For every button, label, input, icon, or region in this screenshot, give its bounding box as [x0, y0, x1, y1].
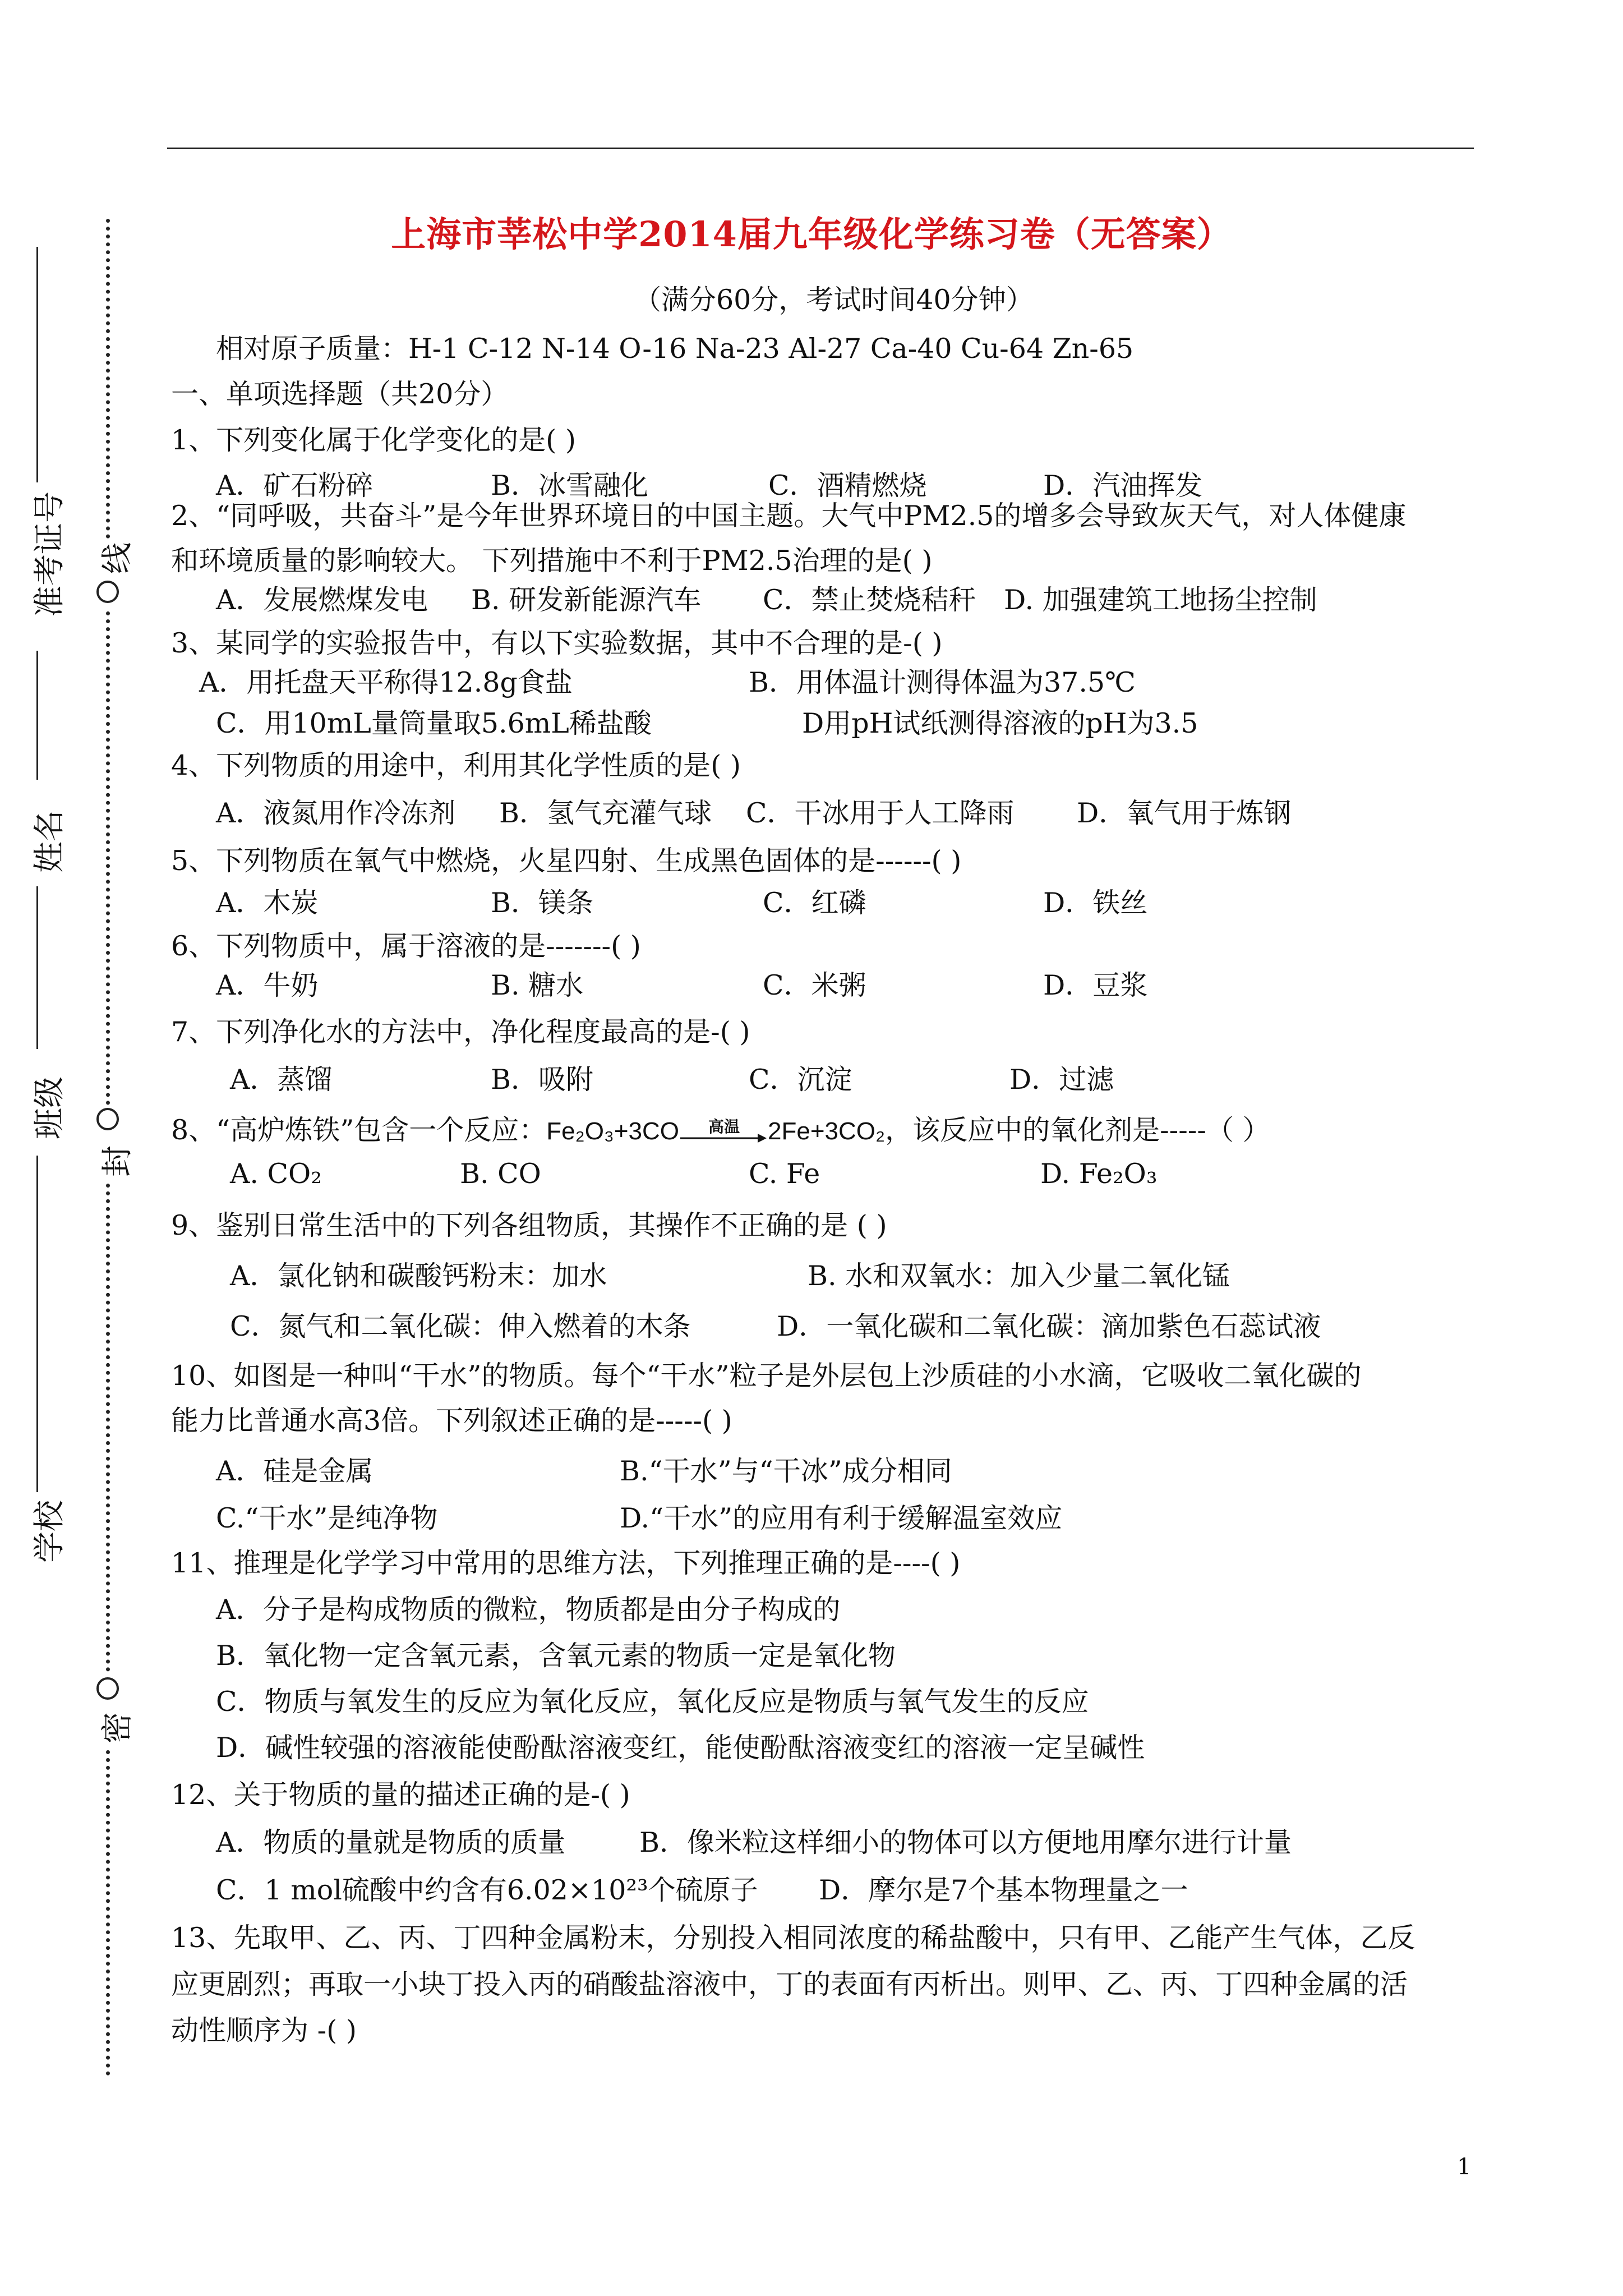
question-stem: 7、下列净化水的方法中，净化程度最高的是-( ) — [171, 1016, 750, 1048]
option-b: B．吸附 — [491, 1064, 594, 1096]
option-a: A．发展燃煤发电 — [216, 584, 428, 616]
rule-name — [36, 651, 38, 780]
option-a: A. CO₂ — [230, 1158, 322, 1190]
option-d: D.“干水”的应用有利于缓解温室效应 — [620, 1502, 1063, 1534]
dotted-line-bottom — [106, 1750, 110, 2076]
binding-circle-1 — [96, 581, 119, 603]
section-heading: 一、单项选择题（共20分） — [171, 378, 509, 410]
subtitle: （满分60分，考试时间40分钟） — [634, 284, 1034, 316]
option-a: A．蒸馏 — [230, 1064, 333, 1096]
label-line: 线 — [99, 542, 136, 574]
option-d: D．过滤 — [1009, 1064, 1114, 1096]
option-b: B．氢气充灌气球 — [499, 797, 712, 829]
option-a: A．物质的量就是物质的质量 — [216, 1826, 566, 1858]
option-b: B．用体温计测得体温为37.5℃ — [749, 666, 1136, 698]
question-stem: 4、下列物质的用途中，利用其化学性质的是( ) — [171, 749, 741, 781]
rule-school — [36, 1156, 38, 1492]
question-stem: 5、下列物质在氧气中燃烧，火星四射、生成黑色固体的是------( ) — [171, 845, 962, 877]
option-a: A．氯化钠和碳酸钙粉末：加水 — [230, 1260, 607, 1292]
option-c: C．沉淀 — [749, 1064, 852, 1096]
option-a: A．用托盘天平称得12.8g食盐 — [199, 666, 573, 698]
atomic-masses: 相对原子质量：H-1 C-12 N-14 O-16 Na-23 Al-27 Ca-40 Cu-64 Zn-65 — [216, 333, 1134, 365]
option-c: C．氮气和二氧化碳：伸入燃着的木条 — [230, 1310, 691, 1342]
option-c: C．红磷 — [763, 887, 866, 919]
dotted-line-mid1 — [106, 611, 110, 1105]
option-c: C．酒精燃烧 — [768, 470, 927, 501]
option-d: D．铁丝 — [1043, 887, 1148, 919]
option-b: B. 研发新能源汽车 — [471, 584, 702, 616]
question-stem: 2、“同呼吸，共奋斗”是今年世界环境日的中国主题。大气中PM2.5的增多会导致灰天气，对人体健康 — [171, 500, 1407, 532]
option-d: D. Fe₂O₃ — [1040, 1158, 1158, 1190]
question-stem: 3、某同学的实验报告中，有以下实验数据，其中不合理的是-( ) — [171, 627, 943, 659]
page-title: 上海市莘松中学2014届九年级化学练习卷（无答案） — [391, 214, 1232, 255]
option-d: D．碱性较强的溶液能使酚酞溶液变红，能使酚酞溶液变红的溶液一定呈碱性 — [216, 1732, 1145, 1764]
option-a: A．分子是构成物质的微粒，物质都是由分子构成的 — [216, 1594, 841, 1626]
label-secret: 密 — [99, 1712, 136, 1743]
binding-circle-3 — [96, 1677, 119, 1700]
option-a: A．木炭 — [216, 887, 319, 919]
label-seal: 封 — [99, 1145, 136, 1177]
reaction-arrow — [679, 1117, 768, 1144]
top-rule — [167, 148, 1474, 149]
option-b: B．氧化物一定含氧元素，含氧元素的物质一定是氧化物 — [216, 1640, 896, 1672]
reaction-condition: 高温 — [708, 1117, 740, 1136]
question-stem — [171, 1114, 1270, 1148]
option-d: D用pH试纸测得溶液的pH为3.5 — [802, 707, 1198, 739]
option-b: B. 糖水 — [491, 969, 584, 1001]
dotted-line-top — [106, 219, 110, 539]
option-d: D. 加强建筑工地扬尘控制 — [1004, 584, 1317, 616]
option-d: D．一氧化碳和二氧化碳：滴加紫色石蕊试液 — [777, 1310, 1321, 1342]
option-c: C. Fe — [749, 1158, 820, 1190]
question-stem: 9、鉴别日常生活中的下列各组物质，其操作不正确的是 ( ) — [171, 1209, 887, 1241]
option-d: D．汽油挥发 — [1043, 470, 1203, 501]
question-stem-pre: 8、“高炉炼铁”包含一个反应： — [171, 1114, 547, 1146]
option-b: B．像米粒这样细小的物体可以方便地用摩尔进行计量 — [639, 1826, 1292, 1858]
equation-rhs: 2Fe+3CO₂ — [768, 1117, 886, 1145]
question-stem: 13、先取甲、乙、丙、丁四种金属粉末，分别投入相同浓度的稀盐酸中，只有甲、乙能产生气体，乙反 — [171, 1922, 1415, 1954]
option-b: B．镁条 — [491, 887, 594, 919]
option-c: C．禁止焚烧秸秆 — [763, 584, 976, 616]
question-stem-cont: 和环境质量的影响较大。 下列措施中不利于PM2.5治理的是( ) — [171, 545, 933, 577]
question-stem: 6、下列物质中，属于溶液的是-------( ) — [171, 930, 641, 962]
option-c: C.“干水”是纯净物 — [216, 1502, 438, 1534]
option-a: A．牛奶 — [216, 969, 319, 1001]
option-c: C．物质与氧发生的反应为氧化反应，氧化反应是物质与氧气发生的反应 — [216, 1686, 1089, 1718]
label-exam-id: 准考证号 — [31, 491, 68, 617]
option-d: D．豆浆 — [1043, 969, 1148, 1001]
dotted-line-mid2 — [106, 1184, 110, 1672]
question-stem-cont: 应更剧烈；再取一小块丁投入丙的硝酸盐溶液中，丁的表面有丙析出。则甲、乙、丙、丁四种金属的活 — [171, 1968, 1408, 2000]
label-school: 学校 — [31, 1500, 68, 1563]
label-name: 姓名 — [31, 810, 68, 873]
option-b: B. 水和双氧水：加入少量二氧化锰 — [808, 1260, 1230, 1292]
equation-lhs: Fe₂O₃+3CO — [546, 1117, 680, 1145]
option-b: B.“干水”与“干冰”成分相同 — [620, 1455, 952, 1487]
question-stem-cont: 能力比普通水高3倍。下列叙述正确的是-----( ) — [171, 1405, 732, 1437]
option-c: C．干冰用于人工降雨 — [746, 797, 1015, 829]
question-stem: 10、如图是一种叫“干水”的物质。每个“干水”粒子是外层包上沙质硅的小水滴，它吸收二氧化碳的 — [171, 1360, 1362, 1392]
option-a: A．液氮用作冷冻剂 — [216, 797, 456, 829]
question-stem: 12、关于物质的量的描述正确的是-( ) — [171, 1779, 630, 1811]
option-b: B. CO — [460, 1158, 541, 1190]
option-b: B．冰雪融化 — [491, 470, 649, 501]
binding-circle-2 — [96, 1108, 119, 1130]
option-a: A．硅是金属 — [216, 1455, 374, 1487]
option-d: D．氧气用于炼钢 — [1077, 797, 1292, 829]
question-stem-post: ，该反应中的氧化剂是-----（ ） — [885, 1114, 1270, 1146]
option-a: A．矿石粉碎 — [216, 470, 374, 501]
option-d: D．摩尔是7个基本物理量之一 — [819, 1874, 1188, 1906]
question-stem: 1、下列变化属于化学变化的是( ) — [171, 424, 576, 456]
page-number: 1 — [1457, 2154, 1472, 2180]
option-c: C．1 mol硫酸中约含有6.02×10²³个硫原子 — [216, 1874, 758, 1906]
question-stem: 11、推理是化学学习中常用的思维方法，下列推理正确的是----( ) — [171, 1547, 961, 1579]
question-stem-cont: 动性顺序为 -( ) — [171, 2014, 357, 2046]
rule-exam-id — [36, 247, 38, 482]
option-c: C．用10mL量筒量取5.6mL稀盐酸 — [216, 707, 652, 739]
rule-class — [36, 886, 38, 1049]
label-class: 班级 — [31, 1076, 68, 1139]
option-c: C．米粥 — [763, 969, 866, 1001]
